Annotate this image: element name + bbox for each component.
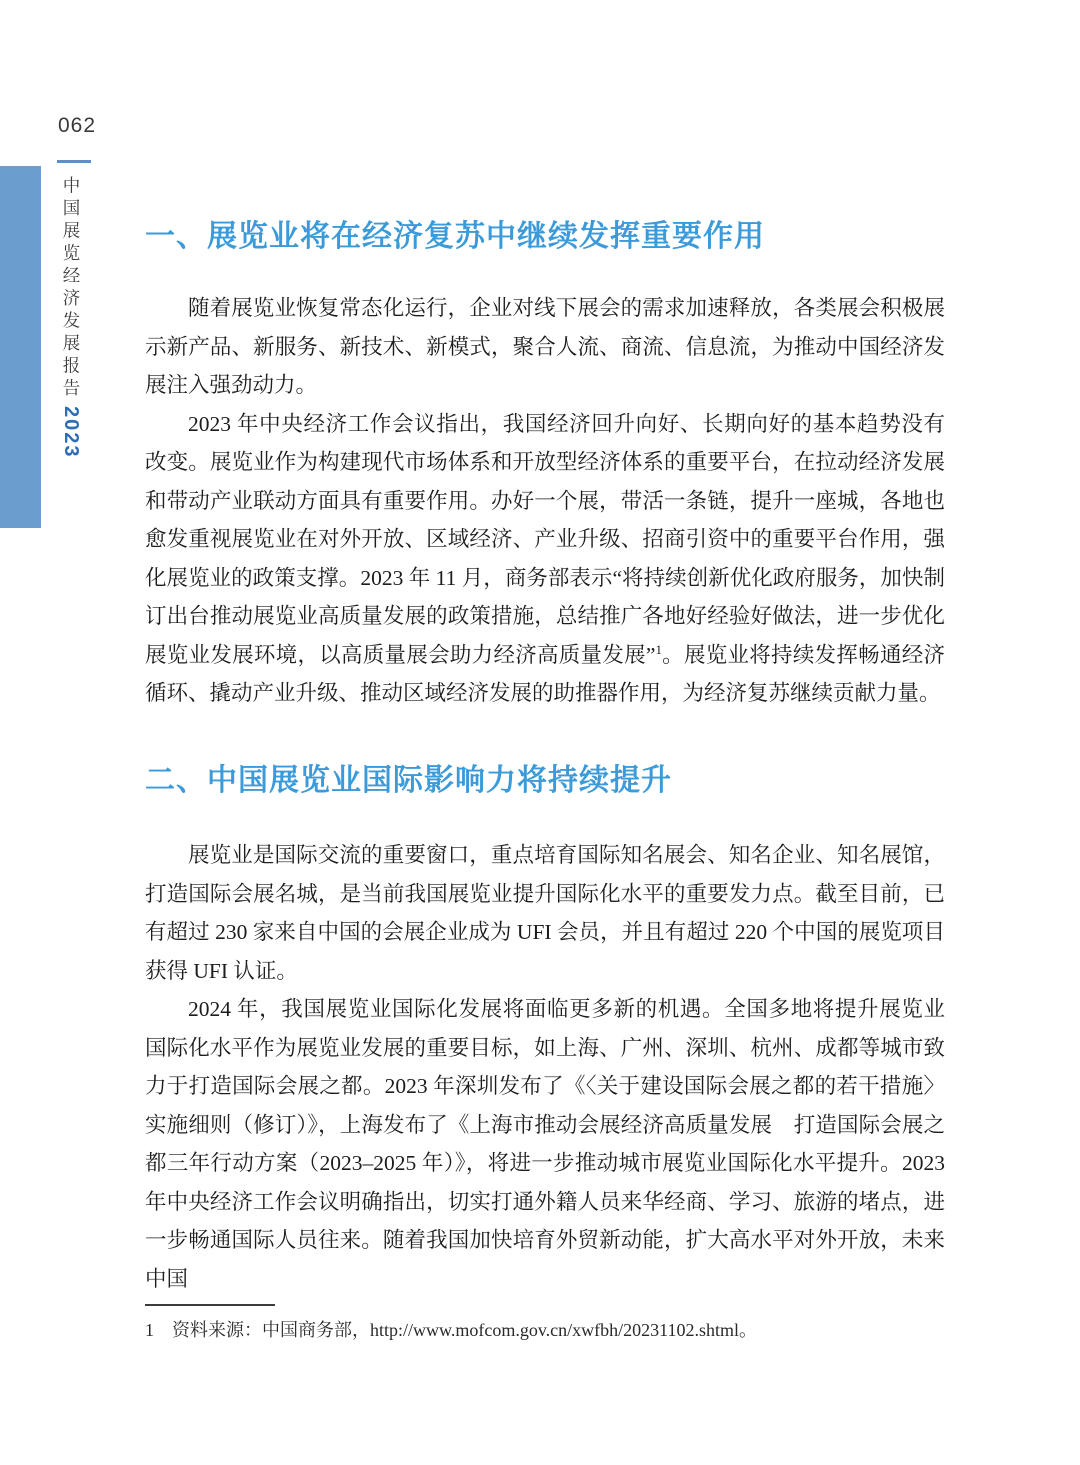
- paragraph-4: 2024 年，我国展览业国际化发展将面临更多新的机遇。全国多地将提升展览业国际化水平作为展览业发展的重要目标，如上海、广州、深圳、杭州、成都等城市致力于打造国际会展之都。2023 年深圳发布了《〈关于建设国际会展之都的若干措施〉实施细则（修订）》，上海发布了《上海市推动会展经济高质量发展 打造国际会展之都三年行动方案（2023–2025 年）》，将进一步推动城市展览业国际化水平提升。2023 年中央经济工作会议明确指出，切实打通外籍人员来华经商、学习、旅游的堵点，进一步畅通国际人员往来。随着我国加快培育外贸新动能，扩大高水平对外开放，未来中国: [145, 997, 945, 1291]
- paragraph-3: 展览业是国际交流的重要窗口，重点培育国际知名展会、知名企业、知名展馆，打造国际会展名城，是当前我国展览业提升国际化水平的重要发力点。截至目前，已有超过 230 家来自中国的会展企业成为 UFI 会员，并且有超过 220 个中国的展览项目获得 UFI 认证。: [145, 843, 945, 983]
- paragraph-2: [145, 405, 945, 713]
- section-heading-1: 一、展览业将在经济复苏中继续发挥重要作用: [145, 220, 765, 253]
- paragraph-2-text: 2023 年中央经济工作会议指出，我国经济回升向好、长期向好的基本趋势没有改变。展览业作为构建现代市场体系和开放型经济体系的重要平台，在拉动经济发展和带动产业联动方面具有重要作用。办好一个展，带活一条链，提升一座城，各地也愈发重视展览业在对外开放、区域经济、产业升级、招商引资中的重要平台作用，强化展览业的政策支撑。2023 年 11 月，商务部表示“将持续创新优化政府服务，加快制订出台推动展览业高质量发展的政策措施，总结推广各地好经验好做法，进一步优化展览业发展环境，以高质量展会助力经济高质量发展”: [145, 411, 945, 667]
- sidebar-rule: [57, 160, 91, 163]
- page-number: 062: [58, 114, 97, 137]
- footnote: [145, 1315, 945, 1345]
- sidebar-report-title: [59, 176, 84, 496]
- sidebar-accent-bar: [0, 166, 41, 528]
- sidebar-year: 2023: [60, 406, 82, 459]
- paragraph-2-text-after-ref: 。展览业将持续发挥畅通经济循环、撬动产业升级、推动区域经济发展的助推器作用，为经济复苏继续贡献力量。: [145, 642, 945, 705]
- footnote-rule: [145, 1304, 275, 1306]
- section-1-body: [145, 289, 945, 713]
- section-2-body: [145, 836, 945, 1298]
- paragraph-1: 随着展览业恢复常态化运行，企业对线下展会的需求加速释放，各类展会积极展示新产品、新服务、新技术、新模式，聚合人流、商流、信息流，为推动中国经济发展注入强劲动力。: [145, 296, 945, 397]
- footnote-reference-1: 1: [655, 642, 662, 657]
- footnote-text: 资料来源：中国商务部，http://www.mofcom.gov.cn/xwfbh/20231102.shtml。: [172, 1320, 757, 1340]
- sidebar-title-text: 中国展览经济发展报告: [61, 176, 81, 401]
- section-heading-2: 二、中国展览业国际影响力将持续提升: [145, 764, 672, 797]
- footnote-marker: 1: [145, 1320, 154, 1340]
